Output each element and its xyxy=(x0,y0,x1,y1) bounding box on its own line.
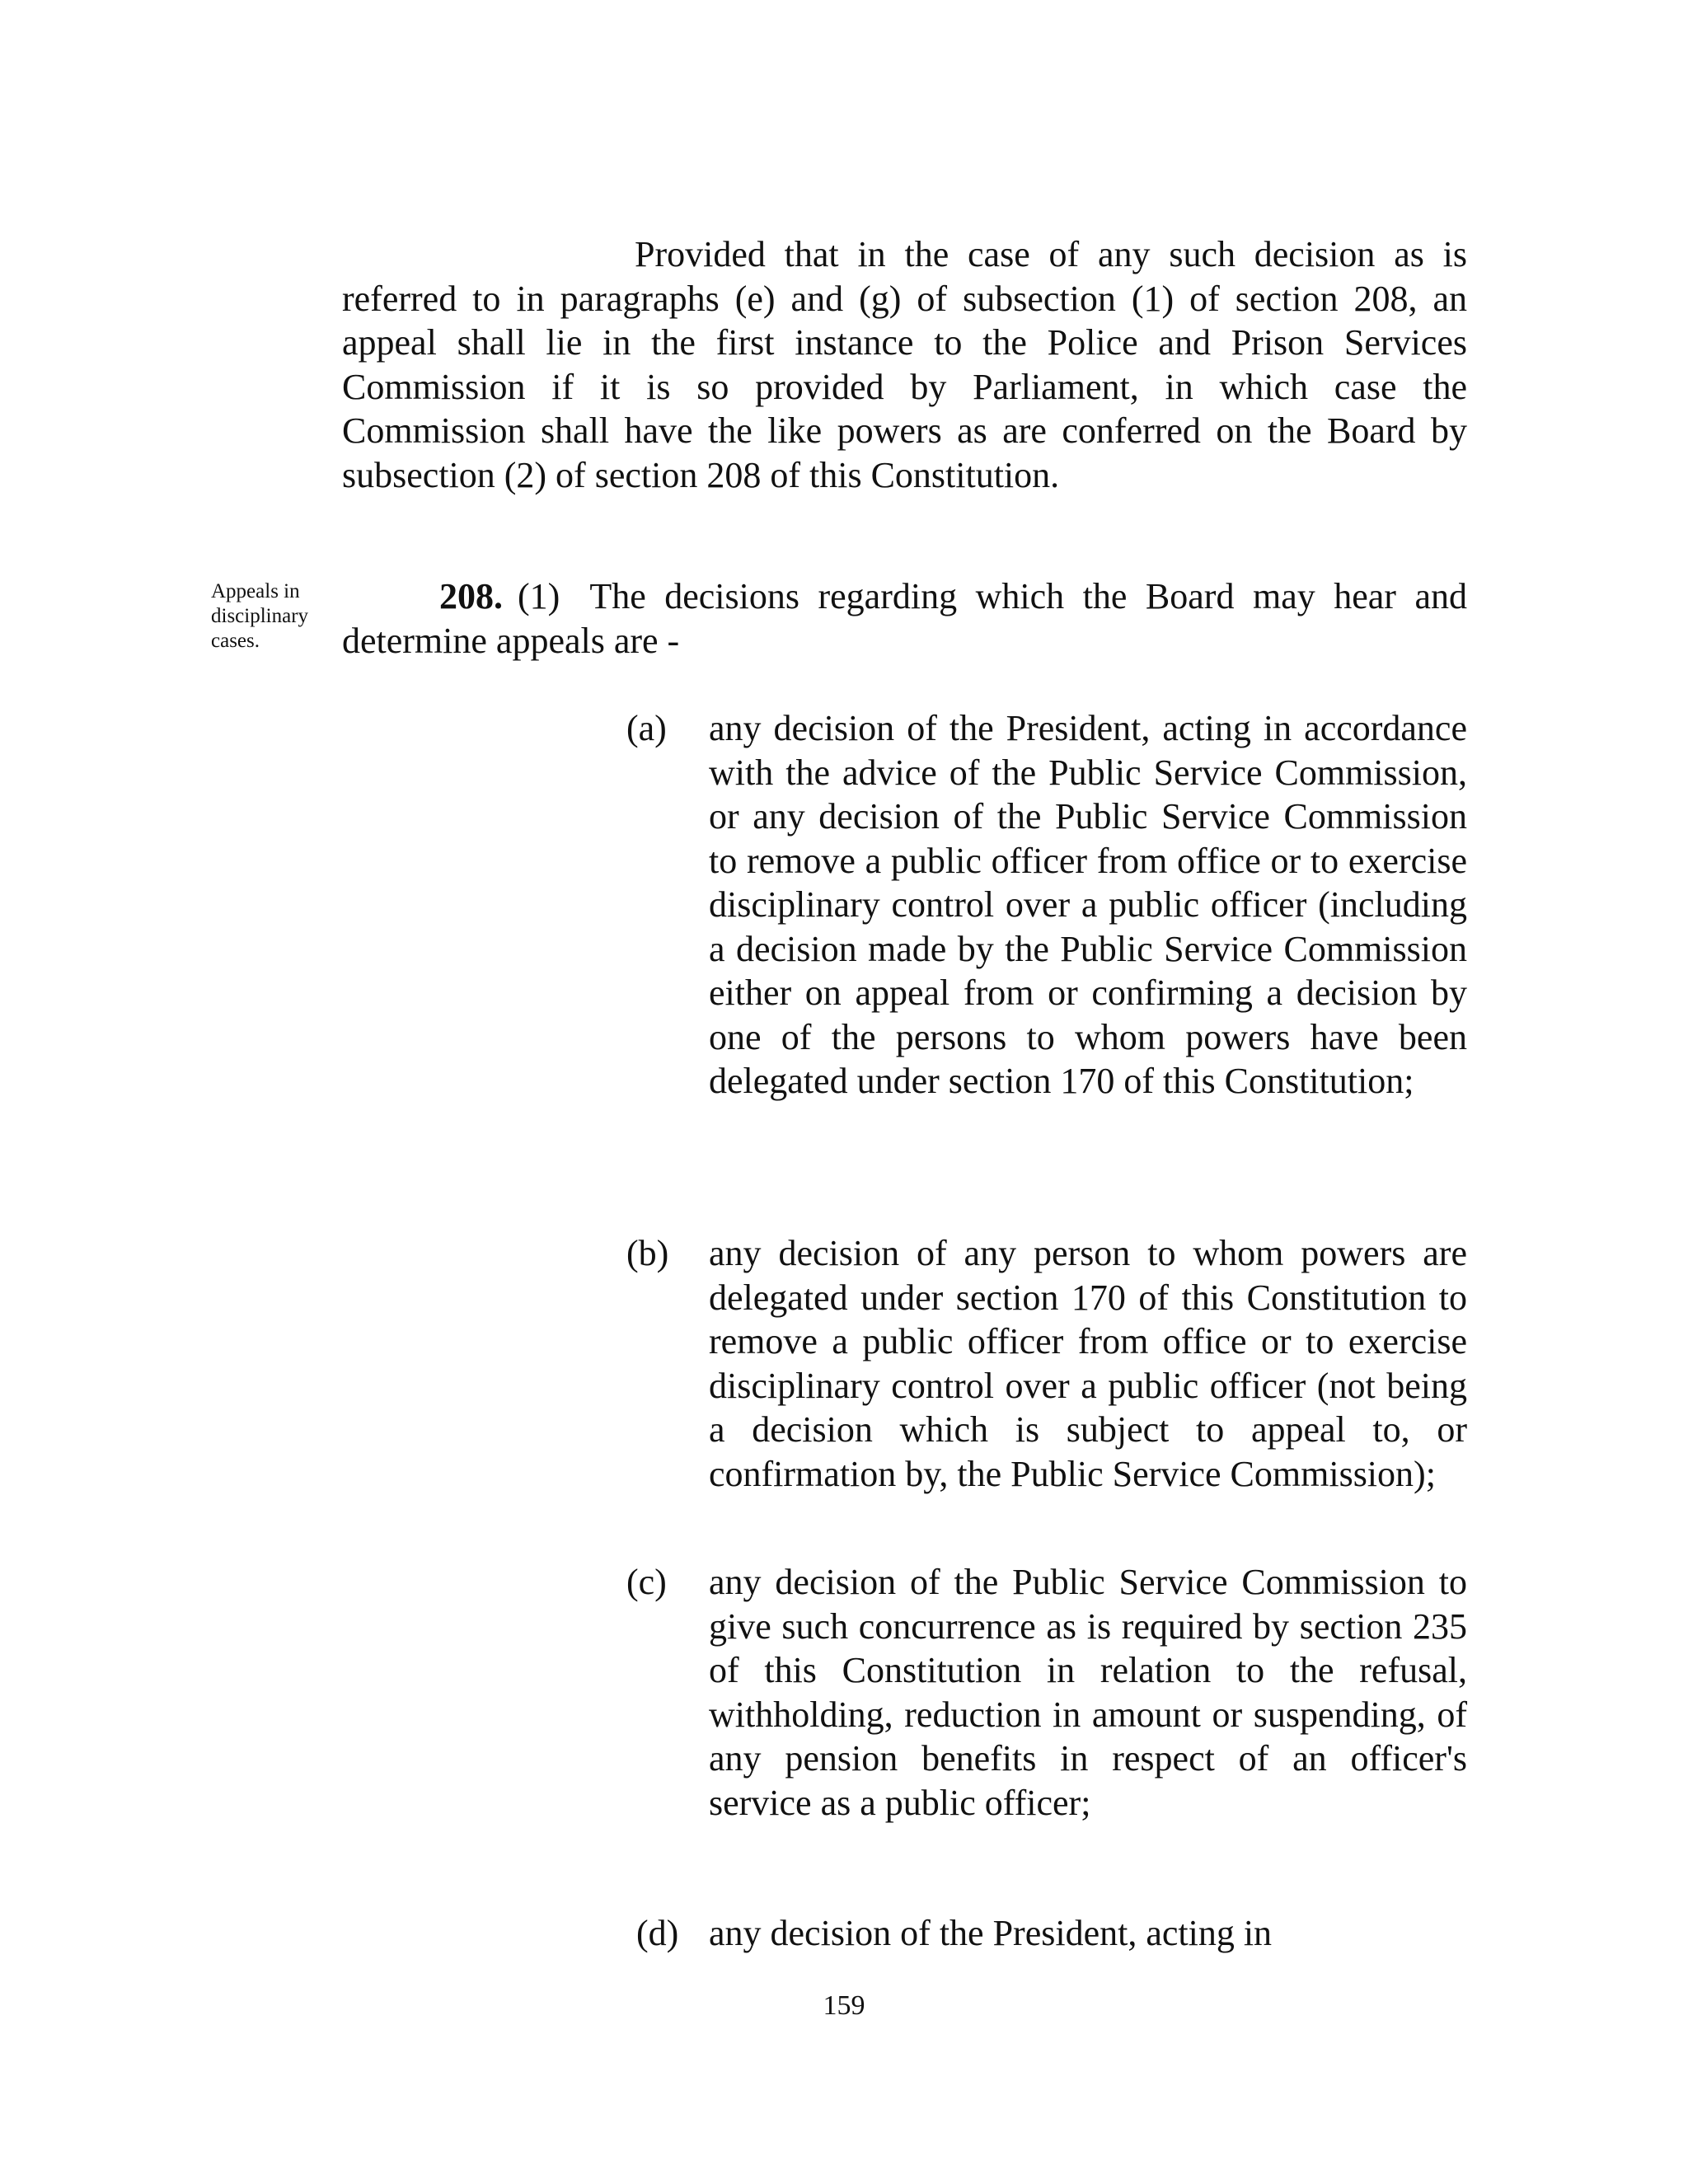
list-item-a xyxy=(626,706,1467,1104)
item-text: any decision of the President, acting in xyxy=(709,1913,1273,1953)
item-label: (c) xyxy=(626,1562,667,1602)
proviso-paragraph: Provided that in the case of any such decision as is referred to in paragraphs (e) and (g) of subsection (1) of section 208, an appeal shall lie in the first instance to the Police and Prison Services Commission if it is so provided by Parliament, in which case the Commission shall have the like powers as are conferred on the Board by subsection (2) of section 208 of this Constitution. xyxy=(342,234,1467,495)
list-item-d xyxy=(626,1911,1467,1956)
item-text: any decision of the Public Service Commission to give such concurrence as is required by section 235 of this Constitution in relation to the refusal, withholding, reduction in amount or suspending, of any pension benefits in respect of an officer's service as a public officer; xyxy=(709,1562,1467,1823)
item-label: (d) xyxy=(636,1913,679,1953)
item-text: any decision of the President, acting in accordance with the advice of the Public Service Commission, or any decision of the Public Service Commission to remove a public officer from office or to exercise disciplinary control over a public officer (including a decision made by the Public Service Commission either on appeal from or confirming a decision by one of the persons to whom powers have been delegated under section 170 of this Constitution; xyxy=(709,708,1467,1101)
list-item-c xyxy=(626,1560,1467,1825)
section-number: 208. xyxy=(439,576,503,616)
item-label: (a) xyxy=(626,708,667,748)
item-text: any decision of any person to whom powers are delegated under section 170 of this Constitution to remove a public officer from office or to exercise disciplinary control over a public officer (not being a decision which is subject to appeal to, or confirmation by, the Public Service Commission); xyxy=(709,1233,1467,1494)
section-208-heading xyxy=(342,574,1467,663)
item-label: (b) xyxy=(626,1233,669,1273)
list-item-b xyxy=(626,1231,1467,1496)
section-text: The decisions regarding which the Board may hear and determine appeals are - xyxy=(342,576,1467,661)
marginal-note: Appeals in disciplinary cases. xyxy=(211,580,309,652)
subsection-number: (1) xyxy=(518,576,560,616)
page-number: 159 xyxy=(823,1990,865,2021)
